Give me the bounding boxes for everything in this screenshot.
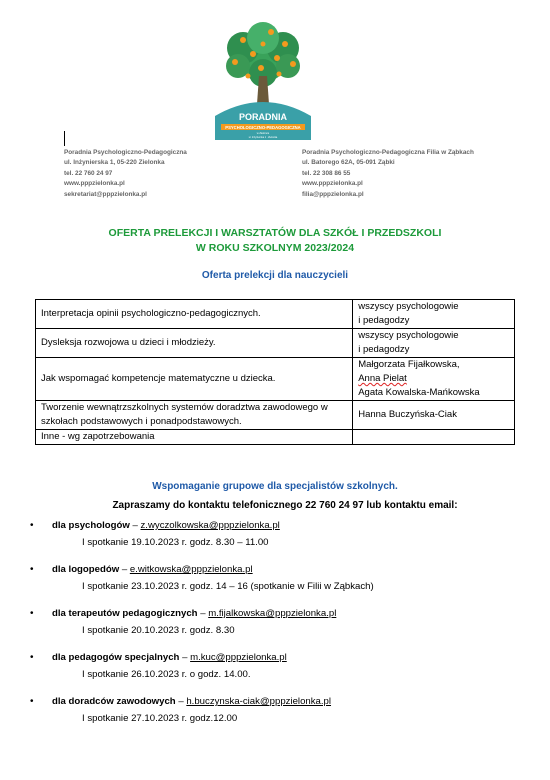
logo-title: PORADNIA [238,112,288,122]
email-link[interactable]: e.witkowska@pppzielonka.pl [129,564,253,575]
address-branch [302,148,474,200]
logo-subtitle: PSYCHOLOGICZNO-PEDAGOGICZNA [225,125,301,130]
bullet-icon: • [30,652,34,663]
meeting-info: I spotkanie 20.10.2023 r. godz. 8.30 [82,625,235,636]
topic-cell: Inne - wg zapotrzebowania [36,430,353,445]
audience-label: dla pedagogów specjalnych [52,652,180,663]
address-main [64,148,187,200]
topic-cell: Tworzenie wewnątrzszkolnych systemów doradztwa zawodowego w szkołach podstawowych i ponadpodstawowych. [36,401,353,430]
tree-trunk [257,76,269,104]
logo-small-2: ul. Inżynierska 1 · Zielonka [248,136,278,139]
dash: – [197,608,209,619]
dash: – [119,564,130,575]
list-item [30,561,530,605]
list-item [30,605,530,649]
table-row [36,329,515,358]
audience-label: dla doradców zawodowych [52,696,176,707]
address-line: www.pppzielonka.pl [302,180,363,188]
logo-small-1: w Zielonce [256,132,270,135]
email-link[interactable]: m.kuc@pppzielonka.pl [190,652,287,663]
address-line: Poradnia Psychologiczno-Pedagogiczna [64,149,187,156]
list-item [30,693,530,737]
topic-cell: Jak wspomagać kompetencje matematyczne u dziecka. [36,358,353,401]
presenter-cell: Hanna Buczyńska-Ciak [353,401,515,430]
meeting-info: I spotkanie 26.10.2023 r. o godz. 14.00. [82,669,251,680]
audience-label: dla terapeutów pedagogicznych [52,608,198,619]
contact-invitation: Zapraszamy do kontaktu telefonicznego 22 760 24 97 lub kontaktu email: [112,500,458,511]
contacts-list [30,517,530,737]
text-cursor [64,131,65,146]
address-line: tel. 22 760 24 97 [64,169,113,177]
list-item [30,517,530,561]
address-line: ul. Batorego 62A, 05-091 Ząbki [302,159,395,167]
bullet-icon: • [30,564,34,575]
address-line: ul. Inżynierska 1, 05-220 Zielonka [64,159,165,167]
email-link[interactable]: m.fijalkowska@pppzielonka.pl [208,608,337,619]
meeting-info: I spotkanie 27.10.2023 r. godz.12.00 [82,713,238,724]
presenter-cell [353,430,515,445]
table-row [36,300,515,329]
document-title [0,226,550,256]
table-row [36,401,515,430]
presenter-cell: Małgorzata Fijałkowska, Anna Pielat Agata Kowalska-Mańkowska [353,358,515,401]
topic-cell: Interpretacja opinii psychologiczno-pedagogicznych. [36,300,353,329]
address-line: tel. 22 308 86 55 [302,169,351,177]
dash: – [179,652,191,663]
audience-label: dla logopedów [52,564,120,575]
dash: – [175,696,187,707]
email-link[interactable]: h.buczynska-ciak@pppzielonka.pl [186,696,332,707]
table-row [36,430,515,445]
meeting-info: I spotkanie 23.10.2023 r. godz. 14 – 16 (spotkanie w Filii w Ząbkach) [82,581,374,592]
bullet-icon: • [30,520,34,531]
dash: – [129,520,141,531]
title-line-1: OFERTA PRELEKCJI I WARSZTATÓW DLA SZKÓŁ I PRZEDSZKOLI [108,227,442,239]
bullet-icon: • [30,696,34,707]
email-link[interactable]: z.wyczolkowska@pppzielonka.pl [140,520,280,531]
audience-label: dla psychologów [52,520,130,531]
list-item [30,649,530,693]
lectures-table [35,299,515,445]
address-line: www.pppzielonka.pl [64,180,125,188]
table-row [36,358,515,401]
address-line: filia@pppzielonka.pl [302,190,364,198]
title-line-2: W ROKU SZKOLNYM 2023/2024 [195,242,355,254]
poradnia-logo [213,18,313,142]
topic-cell: Dysleksja rozwojowa u dzieci i młodzieży. [36,329,353,358]
lectures-heading: Oferta prelekcji dla nauczycieli [201,270,349,281]
presenter-cell: wszyscy psychologowie i pedagodzy [353,329,515,358]
presenter-cell: wszyscy psychologowie i pedagodzy [353,300,515,329]
meeting-info: I spotkanie 19.10.2023 r. godz. 8.30 – 11.00 [82,537,269,548]
bullet-icon: • [30,608,34,619]
group-support-heading: Wspomaganie grupowe dla specjalistów szkolnych. [152,481,398,492]
address-line: sekretariat@pppzielonka.pl [64,190,147,198]
address-line: Poradnia Psychologiczno-Pedagogiczna Filia w Ząbkach [302,149,474,156]
